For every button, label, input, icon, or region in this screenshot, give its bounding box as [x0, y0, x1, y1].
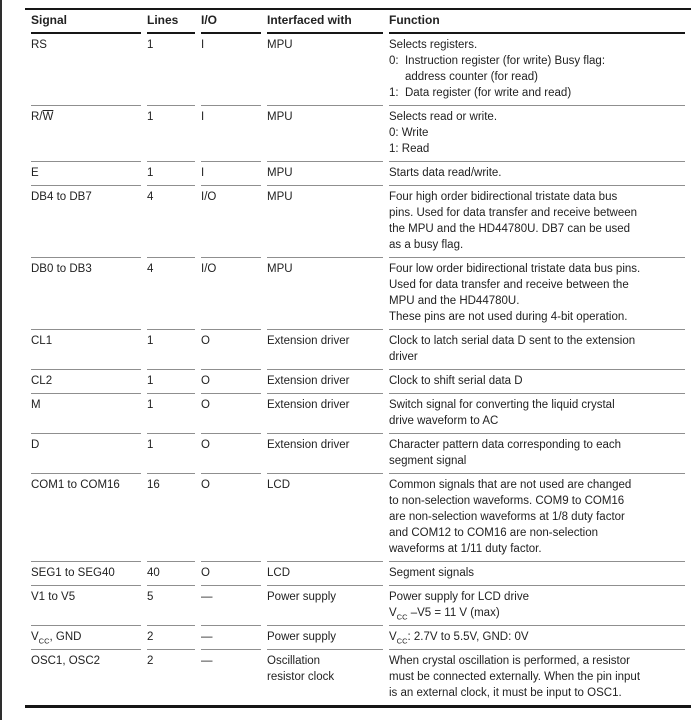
cell-signal: $R/\overline{W}$	[31, 105, 141, 161]
table-row	[31, 649, 685, 705]
cell-function: Segment signals	[389, 561, 685, 585]
table-row	[31, 329, 685, 369]
cell-io: I	[201, 105, 261, 161]
cell-io: I/O	[201, 185, 261, 257]
table-row	[31, 369, 685, 393]
cell-lines: 5	[147, 585, 195, 625]
cell-io: I	[201, 161, 261, 185]
cell-interfaced: MPU	[267, 185, 383, 257]
cell-signal: DB0 to DB3	[31, 257, 141, 329]
cell-function: Power supply for LCD drive $V_{CC}$ –V5 = 11 V (max)	[389, 585, 685, 625]
cell-interfaced: Extension driver	[267, 369, 383, 393]
cell-function: When crystal oscillation is performed, a resistor must be connected externally. When the pin input is an external clock, it must be input to OSC1.	[389, 649, 685, 705]
column-header-io: I/O	[201, 10, 261, 34]
cell-function: $V_{CC}$: 2.7V to 5.5V, GND: 0V	[389, 625, 685, 649]
table-row	[31, 105, 685, 161]
cell-function: Starts data read/write.	[389, 161, 685, 185]
cell-signal: RS	[31, 39, 47, 51]
cell-signal: OSC1, OSC2	[31, 649, 141, 705]
cell-io: O	[201, 561, 261, 585]
cell-signal: E	[31, 161, 141, 185]
cell-lines: 2	[147, 649, 195, 705]
cell-io: —	[201, 649, 261, 705]
cell-lines: 1	[147, 39, 154, 51]
cell-function: Selects registers. 0: Instruction register (for write) Busy flag: address counter (for read) 1: Data register (for write and read)	[389, 39, 606, 99]
table-row	[31, 161, 685, 185]
cell-function: Four low order bidirectional tristate data bus pins. Used for data transfer and receive between the MPU and the HD44780U. These pins are not used during 4-bit operation.	[389, 257, 685, 329]
cell-lines: 1	[147, 105, 195, 161]
cell-interfaced: Oscillation resistor clock	[267, 649, 383, 705]
cell-signal: $V_{CC}$, GND	[31, 625, 141, 649]
page-edge-line	[0, 0, 2, 720]
cell-io: —	[201, 625, 261, 649]
column-header-interfaced-with: Interfaced with	[267, 10, 383, 34]
cell-interfaced: Extension driver	[267, 393, 383, 433]
cell-io: O	[201, 329, 261, 369]
cell-signal: CL1	[31, 329, 141, 369]
cell-io: O	[201, 369, 261, 393]
column-header-lines: Lines	[147, 10, 195, 34]
cell-signal: DB4 to DB7	[31, 185, 141, 257]
cell-lines: 40	[147, 561, 195, 585]
table-row	[31, 185, 685, 257]
cell-interfaced: Power supply	[267, 625, 383, 649]
table-body	[31, 34, 685, 705]
table-row	[31, 561, 685, 585]
cell-interfaced: LCD	[267, 561, 383, 585]
cell-io: O	[201, 473, 261, 561]
cell-function: Clock to shift serial data D	[389, 369, 685, 393]
cell-signal: SEG1 to SEG40	[31, 561, 141, 585]
cell-lines: 1	[147, 329, 195, 369]
cell-lines: 16	[147, 473, 195, 561]
cell-signal: COM1 to COM16	[31, 473, 141, 561]
cell-io: O	[201, 393, 261, 433]
cell-lines: 4	[147, 185, 195, 257]
cell-function: Common signals that are not used are changed to non-selection waveforms. COM9 to COM16 are non-selection waveforms at 1/8 duty factor and COM12 to COM16 are non-selection waveforms at 1/11 duty factor.	[389, 473, 685, 561]
cell-io: O	[201, 433, 261, 473]
cell-function: Four high order bidirectional tristate data bus pins. Used for data transfer and receive between the MPU and the HD44780U. DB7 can be used as a busy flag.	[389, 185, 685, 257]
pin-function-table	[25, 8, 691, 708]
cell-function: Switch signal for converting the liquid crystal drive waveform to AC	[389, 393, 685, 433]
cell-signal: CL2	[31, 369, 141, 393]
cell-lines: 2	[147, 625, 195, 649]
cell-interfaced: MPU	[267, 257, 383, 329]
column-header-signal: Signal	[31, 10, 141, 34]
table-row	[31, 34, 685, 105]
table-row	[31, 585, 685, 625]
cell-lines: 1	[147, 393, 195, 433]
cell-interfaced: Extension driver	[267, 433, 383, 473]
table-row	[31, 393, 685, 433]
table-row	[31, 625, 685, 649]
table-header	[31, 10, 685, 34]
cell-signal: D	[31, 433, 141, 473]
cell-lines: 1	[147, 433, 195, 473]
table-row	[31, 257, 685, 329]
cell-interfaced: MPU	[267, 39, 293, 51]
cell-function: Character pattern data corresponding to each segment signal	[389, 433, 685, 473]
cell-signal: V1 to V5	[31, 585, 141, 625]
cell-interfaced: Power supply	[267, 585, 383, 625]
cell-interfaced: MPU	[267, 161, 383, 185]
cell-io: I	[201, 39, 205, 51]
cell-lines: 4	[147, 257, 195, 329]
cell-interfaced: Extension driver	[267, 329, 383, 369]
header-row	[31, 10, 685, 34]
cell-io: —	[201, 585, 261, 625]
cell-signal: M	[31, 393, 141, 433]
cell-lines: 1	[147, 369, 195, 393]
cell-lines: 1	[147, 161, 195, 185]
cell-interfaced: MPU	[267, 105, 383, 161]
column-header-function: Function	[389, 10, 685, 34]
cell-function: Clock to latch serial data D sent to the extension driver	[389, 329, 685, 369]
cell-function: Selects read or write. 0: Write 1: Read	[389, 105, 685, 161]
cell-io: I/O	[201, 257, 261, 329]
cell-interfaced: LCD	[267, 473, 383, 561]
table-row	[31, 473, 685, 561]
table-row	[31, 433, 685, 473]
